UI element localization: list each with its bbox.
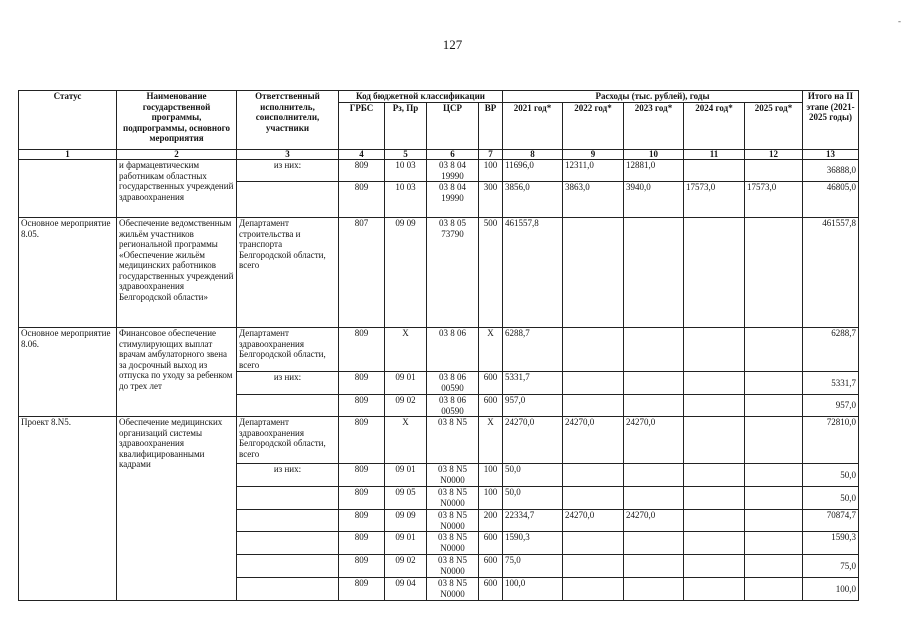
amount-2023-cell: 12881,0 (624, 160, 684, 182)
vr-cell: 600 (479, 395, 503, 417)
grbs-cell: 809 (339, 510, 385, 532)
name-cell: и фармацевтическим работникам областных государственных учреждений здравоохранения (117, 160, 237, 218)
amount-2022-cell (563, 578, 624, 601)
header-year-2025: 2025 год* (745, 103, 803, 150)
amount-2021-cell: 957,0 (503, 395, 563, 417)
amount-2021-cell: 11696,0 (503, 160, 563, 182)
vr-cell: Х (479, 328, 503, 372)
csr-cell: 03 8 N5 N0000 (427, 464, 479, 487)
column-number: 11 (684, 150, 745, 160)
amount-2022-cell (563, 532, 624, 555)
vr-cell: 200 (479, 510, 503, 532)
amount-2021-cell: 3856,0 (503, 182, 563, 218)
amount-2023-cell (624, 464, 684, 487)
grbs-cell: 809 (339, 578, 385, 601)
responsible-cell (237, 510, 339, 532)
total-cell: 100,0 (803, 578, 859, 601)
column-number: 10 (624, 150, 684, 160)
table-row (19, 328, 859, 372)
amount-2023-cell (624, 487, 684, 510)
total-cell: 70874,7 (803, 510, 859, 532)
amount-2021-cell: 75,0 (503, 555, 563, 578)
amount-2025-cell (745, 510, 803, 532)
responsible-cell: из них: (237, 160, 339, 182)
vr-cell: 300 (479, 182, 503, 218)
grbs-cell: 809 (339, 328, 385, 372)
amount-2025-cell (745, 395, 803, 417)
amount-2025-cell (745, 218, 803, 328)
amount-2025-cell (745, 160, 803, 182)
amount-2021-cell: 1590,3 (503, 532, 563, 555)
vr-cell: 600 (479, 555, 503, 578)
responsible-cell (237, 395, 339, 417)
status-cell: Проект 8.N5. (19, 417, 117, 601)
name-cell: Обеспечение медицинских организаций системы здравоохранения квалифицированными кадрами (117, 417, 237, 601)
header-status: Статус (19, 91, 117, 150)
responsible-cell (237, 555, 339, 578)
column-number: 9 (563, 150, 624, 160)
status-cell: Основное мероприятие 8.06. (19, 328, 117, 417)
grbs-cell: 809 (339, 395, 385, 417)
margin-mark: - (898, 16, 901, 26)
header-expenses: Расходы (тыс. рублей), годы (503, 91, 803, 103)
responsible-cell: из них: (237, 464, 339, 487)
amount-2025-cell (745, 372, 803, 395)
amount-2023-cell: 3940,0 (624, 182, 684, 218)
amount-2021-cell: 22334,7 (503, 510, 563, 532)
status-cell: Основное мероприятие 8.05. (19, 218, 117, 328)
rzpr-cell: 09 01 (385, 532, 427, 555)
grbs-cell: 809 (339, 532, 385, 555)
amount-2023-cell (624, 218, 684, 328)
rzpr-cell: 09 01 (385, 464, 427, 487)
amount-2023-cell (624, 532, 684, 555)
amount-2024-cell (684, 487, 745, 510)
total-cell: 6288,7 (803, 328, 859, 372)
vr-cell: 100 (479, 464, 503, 487)
rzpr-cell: 09 09 (385, 510, 427, 532)
header-year-2023: 2023 год* (624, 103, 684, 150)
header-row (19, 91, 859, 103)
total-cell: 72810,0 (803, 417, 859, 464)
rzpr-cell: 09 04 (385, 578, 427, 601)
column-number: 4 (339, 150, 385, 160)
amount-2024-cell (684, 328, 745, 372)
rzpr-cell: 09 09 (385, 218, 427, 328)
amount-2025-cell (745, 555, 803, 578)
header-vr: ВР (479, 103, 503, 150)
amount-2022-cell (563, 555, 624, 578)
total-cell: 461557,8 (803, 218, 859, 328)
amount-2022-cell (563, 328, 624, 372)
header-total: Итого на II этапе (2021-2025 годы) (803, 91, 859, 150)
grbs-cell: 809 (339, 417, 385, 464)
amount-2025-cell (745, 328, 803, 372)
grbs-cell: 809 (339, 160, 385, 182)
rzpr-cell: 09 05 (385, 487, 427, 510)
amount-2024-cell (684, 395, 745, 417)
amount-2023-cell (624, 328, 684, 372)
vr-cell: Х (479, 417, 503, 464)
vr-cell: 600 (479, 372, 503, 395)
grbs-cell: 809 (339, 372, 385, 395)
rzpr-cell: 10 03 (385, 182, 427, 218)
header-rzpr: Рз, Пр (385, 103, 427, 150)
total-cell: 50,0 (803, 464, 859, 487)
header-grbs: ГРБС (339, 103, 385, 150)
amount-2022-cell (563, 372, 624, 395)
responsible-cell: из них: (237, 372, 339, 395)
column-number: 12 (745, 150, 803, 160)
vr-cell: 100 (479, 160, 503, 182)
amount-2024-cell (684, 578, 745, 601)
amount-2025-cell (745, 532, 803, 555)
header-year-2021: 2021 год* (503, 103, 563, 150)
page-number: 127 (442, 37, 463, 52)
amount-2025-cell (745, 464, 803, 487)
csr-cell: 03 8 04 19990 (427, 160, 479, 182)
header-name: Наименование государственной программы, подпрограммы, основного мероприятия (117, 91, 237, 150)
responsible-cell: Департамент строительства и транспорта Белгородской области, всего (237, 218, 339, 328)
responsible-cell (237, 532, 339, 555)
grbs-cell: 809 (339, 464, 385, 487)
budget-table (18, 90, 859, 601)
total-cell: 50,0 (803, 487, 859, 510)
column-number: 13 (803, 150, 859, 160)
amount-2021-cell: 100,0 (503, 578, 563, 601)
amount-2022-cell (563, 218, 624, 328)
amount-2024-cell (684, 532, 745, 555)
rzpr-cell: 09 02 (385, 555, 427, 578)
responsible-cell (237, 578, 339, 601)
amount-2023-cell (624, 578, 684, 601)
column-number: 2 (117, 150, 237, 160)
csr-cell: 03 8 04 19990 (427, 182, 479, 218)
header-year-2022: 2022 год* (563, 103, 624, 150)
rzpr-cell: Х (385, 417, 427, 464)
amount-2025-cell (745, 578, 803, 601)
rzpr-cell: 10 03 (385, 160, 427, 182)
amount-2024-cell (684, 160, 745, 182)
amount-2022-cell (563, 395, 624, 417)
vr-cell: 100 (479, 487, 503, 510)
column-number: 6 (427, 150, 479, 160)
amount-2023-cell: 24270,0 (624, 510, 684, 532)
amount-2022-cell: 24270,0 (563, 510, 624, 532)
rzpr-cell: Х (385, 328, 427, 372)
total-cell: 75,0 (803, 555, 859, 578)
column-number: 1 (19, 150, 117, 160)
csr-cell: 03 8 N5 N0000 (427, 532, 479, 555)
column-number: 8 (503, 150, 563, 160)
amount-2024-cell: 17573,0 (684, 182, 745, 218)
table-row (19, 160, 859, 182)
total-cell: 1590,3 (803, 532, 859, 555)
header-csr: ЦСР (427, 103, 479, 150)
amount-2022-cell: 24270,0 (563, 417, 624, 464)
amount-2023-cell (624, 555, 684, 578)
status-cell (19, 160, 117, 218)
amount-2025-cell: 17573,0 (745, 182, 803, 218)
csr-cell: 03 8 06 (427, 328, 479, 372)
header-year-2024: 2024 год* (684, 103, 745, 150)
rzpr-cell: 09 02 (385, 395, 427, 417)
csr-cell: 03 8 06 00590 (427, 395, 479, 417)
csr-cell: 03 8 N5 N0000 (427, 510, 479, 532)
amount-2021-cell: 50,0 (503, 487, 563, 510)
column-number: 5 (385, 150, 427, 160)
name-cell: Обеспечение ведомственным жильём участников региональной программы «Обеспечение жильём медицинских работников государственных учреждений здравоохранения Белгородской области» (117, 218, 237, 328)
amount-2021-cell: 5331,7 (503, 372, 563, 395)
amount-2022-cell: 3863,0 (563, 182, 624, 218)
grbs-cell: 809 (339, 555, 385, 578)
csr-cell: 03 8 N5 N0000 (427, 555, 479, 578)
amount-2024-cell (684, 417, 745, 464)
responsible-cell: Департамент здравоохранения Белгородской области, всего (237, 328, 339, 372)
amount-2025-cell (745, 417, 803, 464)
amount-2023-cell: 24270,0 (624, 417, 684, 464)
amount-2022-cell (563, 464, 624, 487)
amount-2022-cell: 12311,0 (563, 160, 624, 182)
name-cell: Финансовое обеспечение стимулирующих выплат врачам амбулаторного звена за досрочный выход из отпуска по уходу за ребенком до трех лет (117, 328, 237, 417)
grbs-cell: 809 (339, 182, 385, 218)
column-number: 3 (237, 150, 339, 160)
responsible-cell (237, 487, 339, 510)
csr-cell: 03 8 06 00590 (427, 372, 479, 395)
column-number-row (19, 150, 859, 160)
column-number: 7 (479, 150, 503, 160)
rzpr-cell: 09 01 (385, 372, 427, 395)
total-cell: 5331,7 (803, 372, 859, 395)
responsible-cell: Департамент здравоохранения Белгородской области, всего (237, 417, 339, 464)
csr-cell: 03 8 N5 (427, 417, 479, 464)
amount-2024-cell (684, 464, 745, 487)
amount-2022-cell (563, 487, 624, 510)
grbs-cell: 809 (339, 487, 385, 510)
table-row (19, 417, 859, 464)
amount-2024-cell (684, 555, 745, 578)
amount-2024-cell (684, 372, 745, 395)
csr-cell: 03 8 N5 N0000 (427, 578, 479, 601)
amount-2021-cell: 461557,8 (503, 218, 563, 328)
total-cell: 957,0 (803, 395, 859, 417)
amount-2023-cell (624, 395, 684, 417)
responsible-cell (237, 182, 339, 218)
amount-2021-cell: 24270,0 (503, 417, 563, 464)
total-cell: 46805,0 (803, 182, 859, 218)
vr-cell: 600 (479, 532, 503, 555)
vr-cell: 500 (479, 218, 503, 328)
table-row (19, 218, 859, 328)
amount-2024-cell (684, 510, 745, 532)
header-responsible: Ответственный исполнитель, соисполнители, участники (237, 91, 339, 150)
amount-2021-cell: 6288,7 (503, 328, 563, 372)
header-budget-code: Код бюджетной классификации (339, 91, 503, 103)
amount-2023-cell (624, 372, 684, 395)
csr-cell: 03 8 N5 N0000 (427, 487, 479, 510)
vr-cell: 600 (479, 578, 503, 601)
amount-2025-cell (745, 487, 803, 510)
grbs-cell: 807 (339, 218, 385, 328)
csr-cell: 03 8 05 73790 (427, 218, 479, 328)
total-cell: 36888,0 (803, 160, 859, 182)
amount-2021-cell: 50,0 (503, 464, 563, 487)
amount-2024-cell (684, 218, 745, 328)
